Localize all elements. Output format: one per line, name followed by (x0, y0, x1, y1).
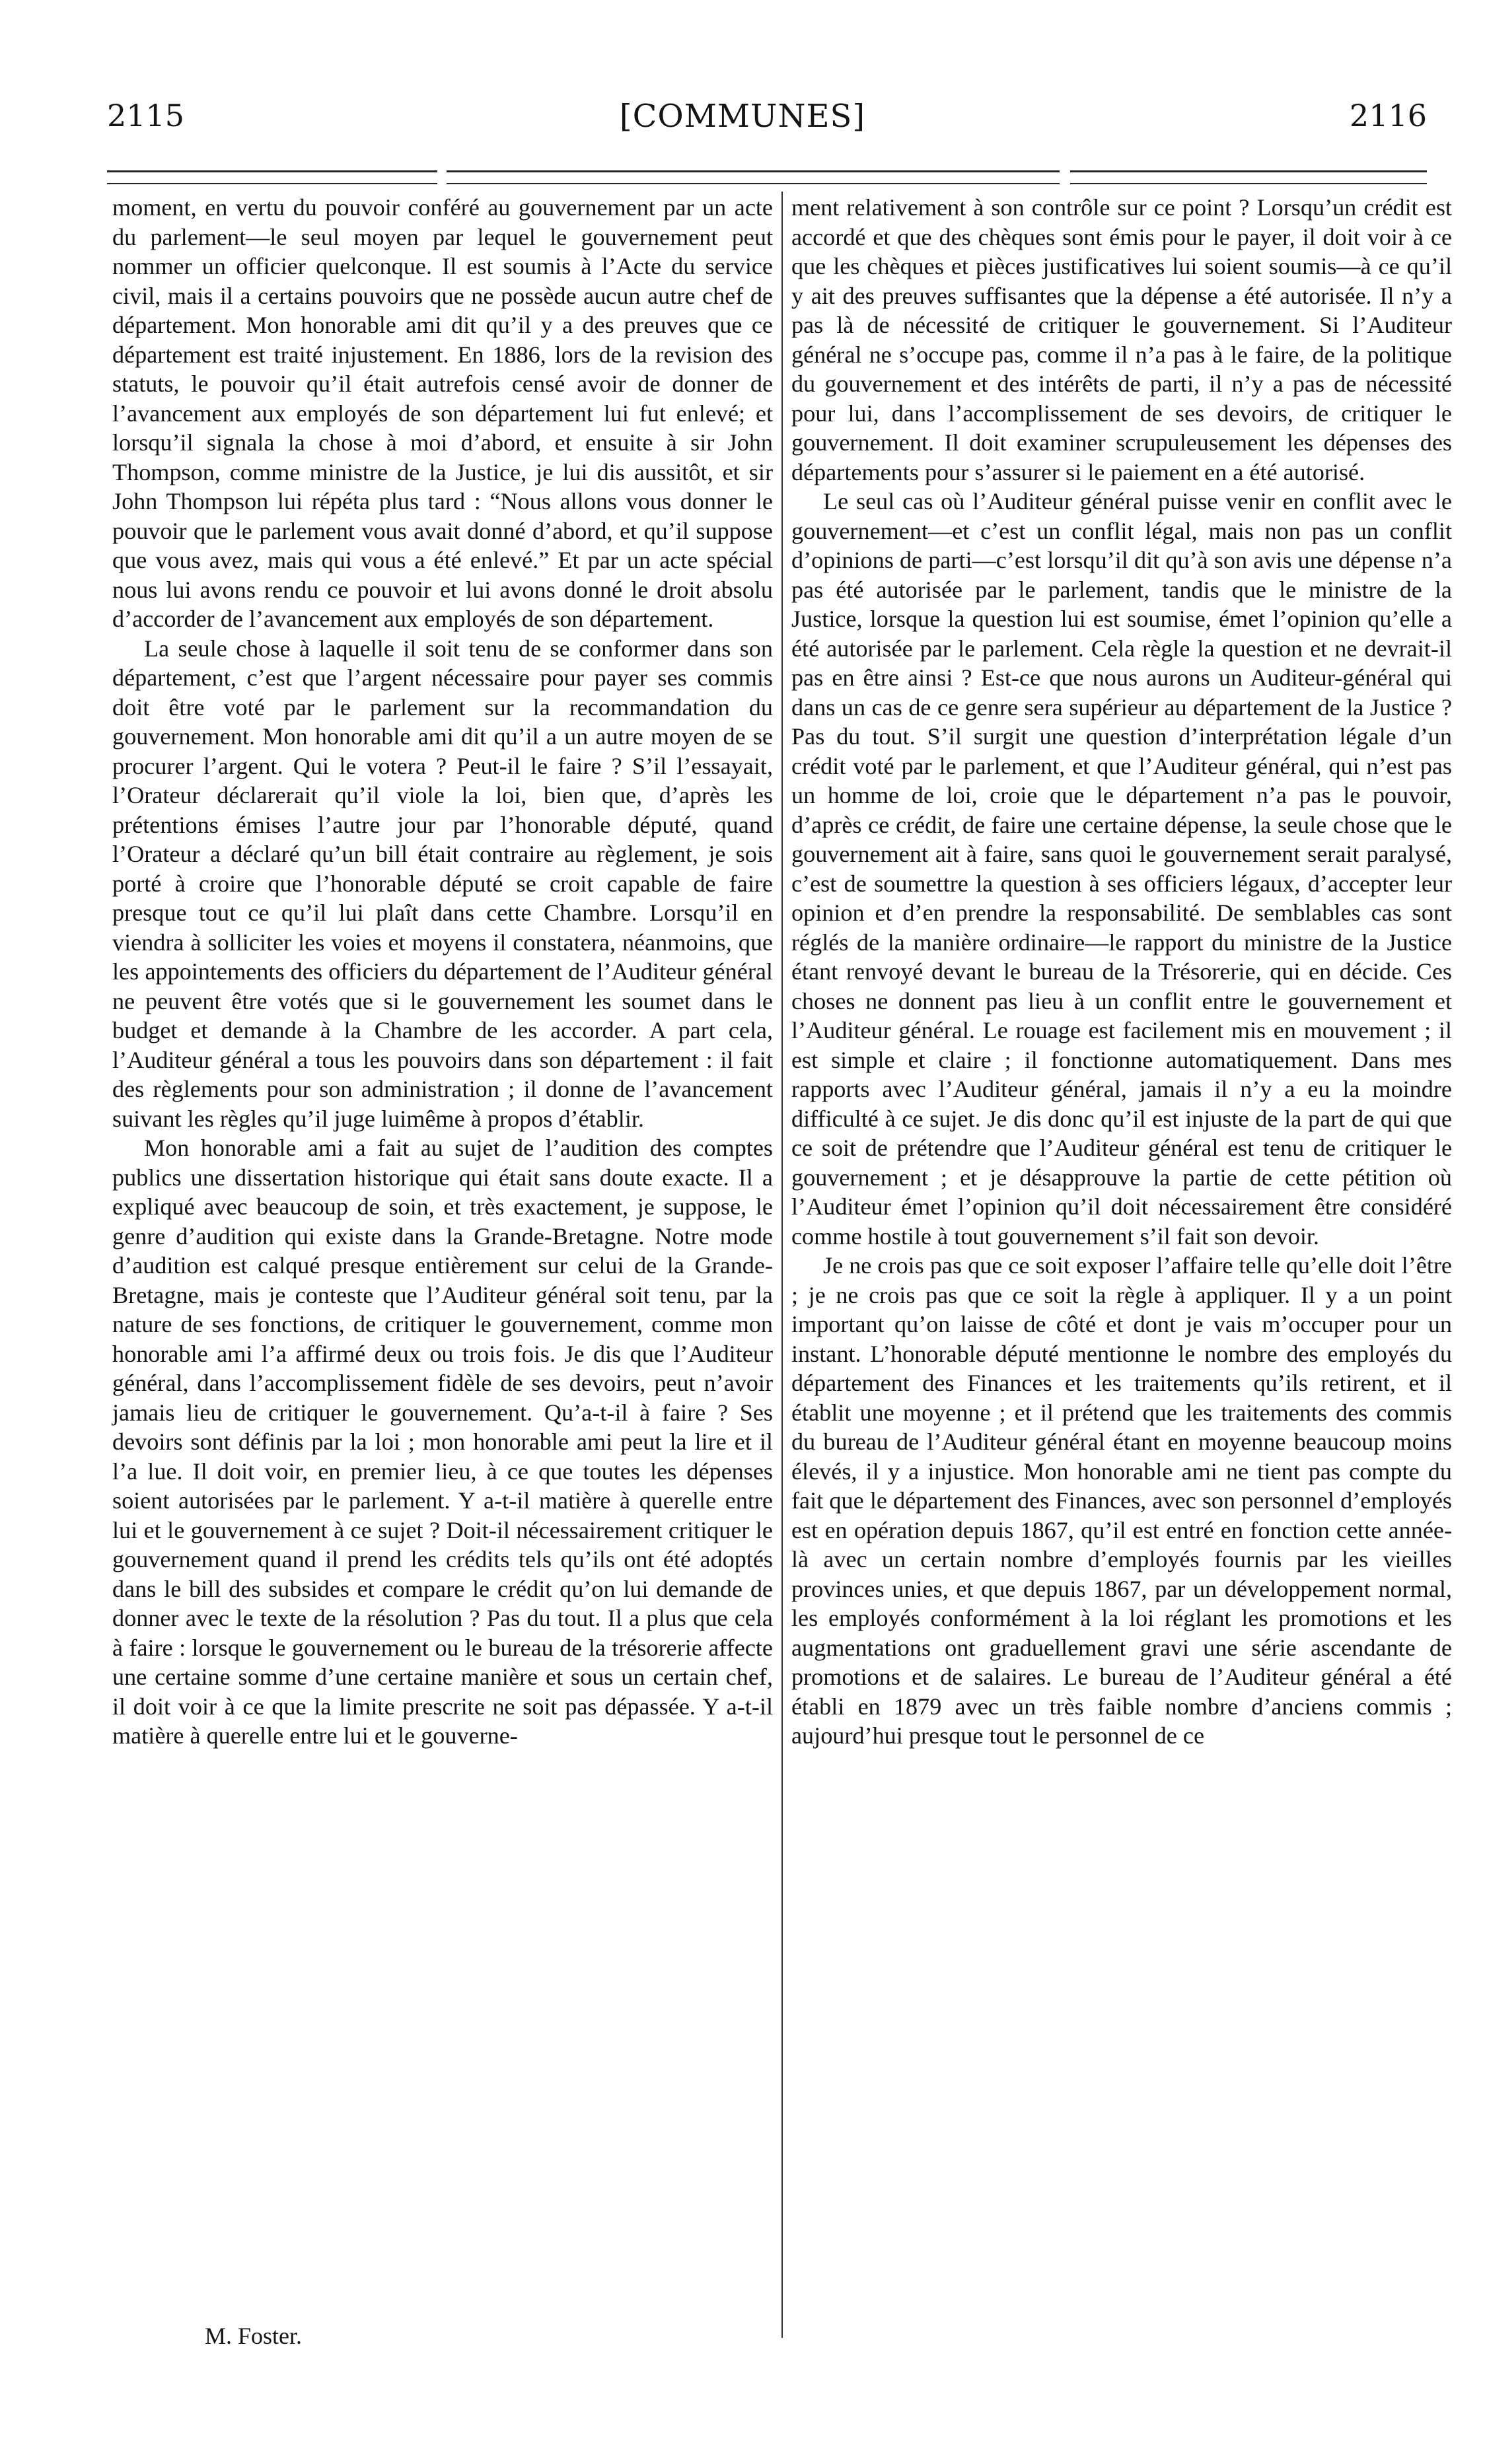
paragraph: Mon honorable ami a fait au sujet de l’audition des comptes publics une dissertation historique qui était sans doute exacte. Il a expliqué avec beaucoup de soin, et très exactement, je suppose, le genre d’audition qui existe dans la Grande-Bretagne. Notre mode d’audition est calqué presque entièrement sur celui de la Grande-Bretagne, mais je conteste que l’Auditeur général soit tenu, par la nature de ses fonctions, de critiquer le gouvernement, comme mon honorable ami l’a affirmé deux ou trois fois. Je dis que l’Auditeur général, dans l’accomplissement fidèle de ses devoirs, peut n’avoir jamais lieu de critiquer le gouvernement. Qu’a-t-il à faire ? Ses devoirs sont définis par la loi ; mon honorable ami peut la lire et il l’a lue. Il doit voir, en premier lieu, à ce que toutes les dépenses soient autorisées par le parlement. Y a-t-il matière à querelle entre lui et le gouvernement à ce sujet ? Doit-il nécessairement critiquer le gouvernement quand il prend les crédits tels qu’ils ont été adoptés dans le bill des subsides et compare le crédit qu’on lui demande de donner avec le texte de la résolution ? Pas du tout. Il a plus que cela à faire : lorsque le gouvernement ou le bureau de la trésorerie affecte une certaine somme d’une certaine manière et sous un certain chef, il doit voir à ce que la limite prescrite ne soit pas dépassée. Y a-t-il matière à querelle entre lui et le gouverne- (112, 1135, 773, 1749)
paragraph: La seule chose à laquelle il soit tenu de se conformer dans son département, c’est que l’argent nécessaire pour payer ses commis doit être voté par le parlement sur la recommandation du gouvernement. Mon honorable ami dit qu’il a un autre moyen de se procurer l’argent. Qui le votera ? Peut-il le faire ? S’il l’essayait, l’Orateur déclarerait qu’il viole la loi, bien que, d’après les prétentions émises l’autre jour par l’honorable député, quand l’Orateur a déclaré qu’un bill était contraire au règlement, je sois porté à croire que l’honorable député se croit capable de faire presque tout ce qu’il lui plaît dans cette Chambre. Lorsqu’il en viendra à solliciter les voies et moyens il constatera, néanmoins, que les appointements des officiers du département de l’Auditeur général ne peuvent être votés que si le gouvernement les soumet dans le budget et demande à la Chambre de les accorder. A part cela, l’Auditeur général a tous les pouvoirs dans son département : il fait des règlements pour son administration ; il donne de l’avancement suivant les règles qu’il juge luimême à propos d’établir. (112, 635, 773, 1132)
paragraph: Le seul cas où l’Auditeur général puisse venir en conflit avec le gouvernement—et c’est un conflit légal, mais non pas un conflit d’opinions de parti—c’est lorsqu’il dit qu’à son avis une dépense n’a pas été autorisée par le parlement, tandis que le ministre de la Justice, lorsque la question lui est soumise, émet l’opinion qu’elle a été autorisée par le parlement. Cela règle la question et ne devrait-il pas en être ainsi ? Est-ce que nous aurons un Auditeur-général qui dans un cas de ce genre sera supérieur au département de la Justice ? Pas du tout. S’il surgit une question d’interprétation légale d’un crédit voté par le parlement, et que l’Auditeur général, qui n’est pas un homme de loi, croie que le département n’a pas le pouvoir, d’après ce crédit, de faire une certaine dépense, la seule chose que le gouvernement ait à faire, sans quoi le gouvernement serait paralysé, c’est de soumettre la question à ses officiers légaux, d’accepter leur opinion et d’en prendre la responsabilité. De semblables cas sont réglés de la manière ordinaire—le rapport du ministre de la Justice étant renvoyé devant le bureau de la Trésorerie, qui en décide. Ces choses ne donnent pas lieu à un conflit entre le gouvernement et l’Auditeur général. Le rouage est facilement mis en mouvement ; il est simple et claire ; il fonctionne automatiquement. Dans mes rapports avec l’Auditeur général, jamais il n’y a eu la moindre difficulté à ce sujet. Je dis donc qu’il est injuste de la part de qui que ce soit de prétendre que l’Auditeur général est tenu de critiquer le gouvernement ; et je désapprouve la partie de cette pétition où l’Auditeur émet l’opinion qu’il doit nécessairement être considéré comme hostile à tout gouvernement s’il fait son devoir. (791, 488, 1452, 1250)
column-separator (781, 192, 783, 2338)
page-number-left: 2115 (107, 98, 185, 133)
right-column (791, 193, 1452, 1751)
left-column (112, 193, 773, 1751)
page-title: [COMMUNES] (619, 98, 866, 135)
paragraph: Je ne crois pas que ce soit exposer l’affaire telle qu’elle doit l’être ; je ne crois pas que ce soit la règle à appliquer. Il y a un point important qu’on laisse de côté et dont je vais m’occuper pour un instant. L’honorable député mentionne le nombre des employés du département des Finances et les traitements qu’ils retirent, et il établit une moyenne ; et il prétend que les traitements des commis du bureau de l’Auditeur général étant en moyenne beaucoup moins élevés, il y a injustice. Mon honorable ami ne tient pas compte du fait que le département des Finances, avec son personnel d’employés est en opération depuis 1867, qu’il est entré en fonction cette année-là avec un certain nombre d’employés fournis par les vieilles provinces unies, et que depuis 1867, par un développement normal, les employés conformément à la loi réglant les promotions et les augmentations ont graduellement gravi une série ascendante de promotions et de salaires. Le bureau de l’Auditeur général a été établi en 1879 avec un très faible nombre d’anciens commis ; aujourd’hui presque tout le personnel de ce (791, 1252, 1452, 1749)
speaker-signature: M. Foster. (205, 2323, 303, 2349)
header-rule-left (107, 170, 437, 184)
page-header (0, 98, 1485, 137)
paragraph: moment, en vertu du pouvoir conféré au gouvernement par un acte du parlement—le seul moyen par lequel le gouvernement peut nommer un officier quelconque. Il est soumis à l’Acte du service civil, mais il a certains pouvoirs que ne possède aucun autre chef de département. Mon honorable ami dit qu’il y a des preuves que ce département est traité injustement. En 1886, lors de la revision des statuts, le pouvoir qu’il était autrefois censé avoir de donner de l’avancement aux employés de son département lui fut enlevé; et lorsqu’il signala la chose à moi d’abord, et ensuite à sir John Thompson, comme ministre de la Justice, je lui dis aussitôt, et sir John Thompson lui répéta plus tard : “Nous allons vous donner le pouvoir que le parlement vous avait donné d’abord, et qu’il suppose que vous avez, mais qui vous a été enlevé.” Et par un acte spécial nous lui avons rendu ce pouvoir et lui avons donné le droit absolu d’accorder de l’avancement aux employés de son département. (112, 194, 773, 632)
header-rule-center (447, 170, 1060, 184)
page-number-right: 2116 (1349, 98, 1427, 133)
paragraph: ment relativement à son contrôle sur ce point ? Lorsqu’un crédit est accordé et que des chèques sont émis pour le payer, il doit voir à ce que les chèques et pièces justificatives lui soient soumis—à ce qu’il y ait des preuves suffisantes que la dépense a été autorisée. Il n’y a pas là de nécessité de critiquer le gouvernement. Si l’Auditeur général ne s’occupe pas, comme il n’a pas à le faire, de la politique du gouvernement et des intérêts de parti, il n’y a pas de nécessité pour lui, dans l’accomplissement de ses devoirs, de critiquer le gouvernement. Il doit examiner scrupuleusement les dépenses des départements pour s’assurer si le paiement en a été autorisé. (791, 194, 1452, 485)
header-rule-right (1070, 170, 1427, 184)
